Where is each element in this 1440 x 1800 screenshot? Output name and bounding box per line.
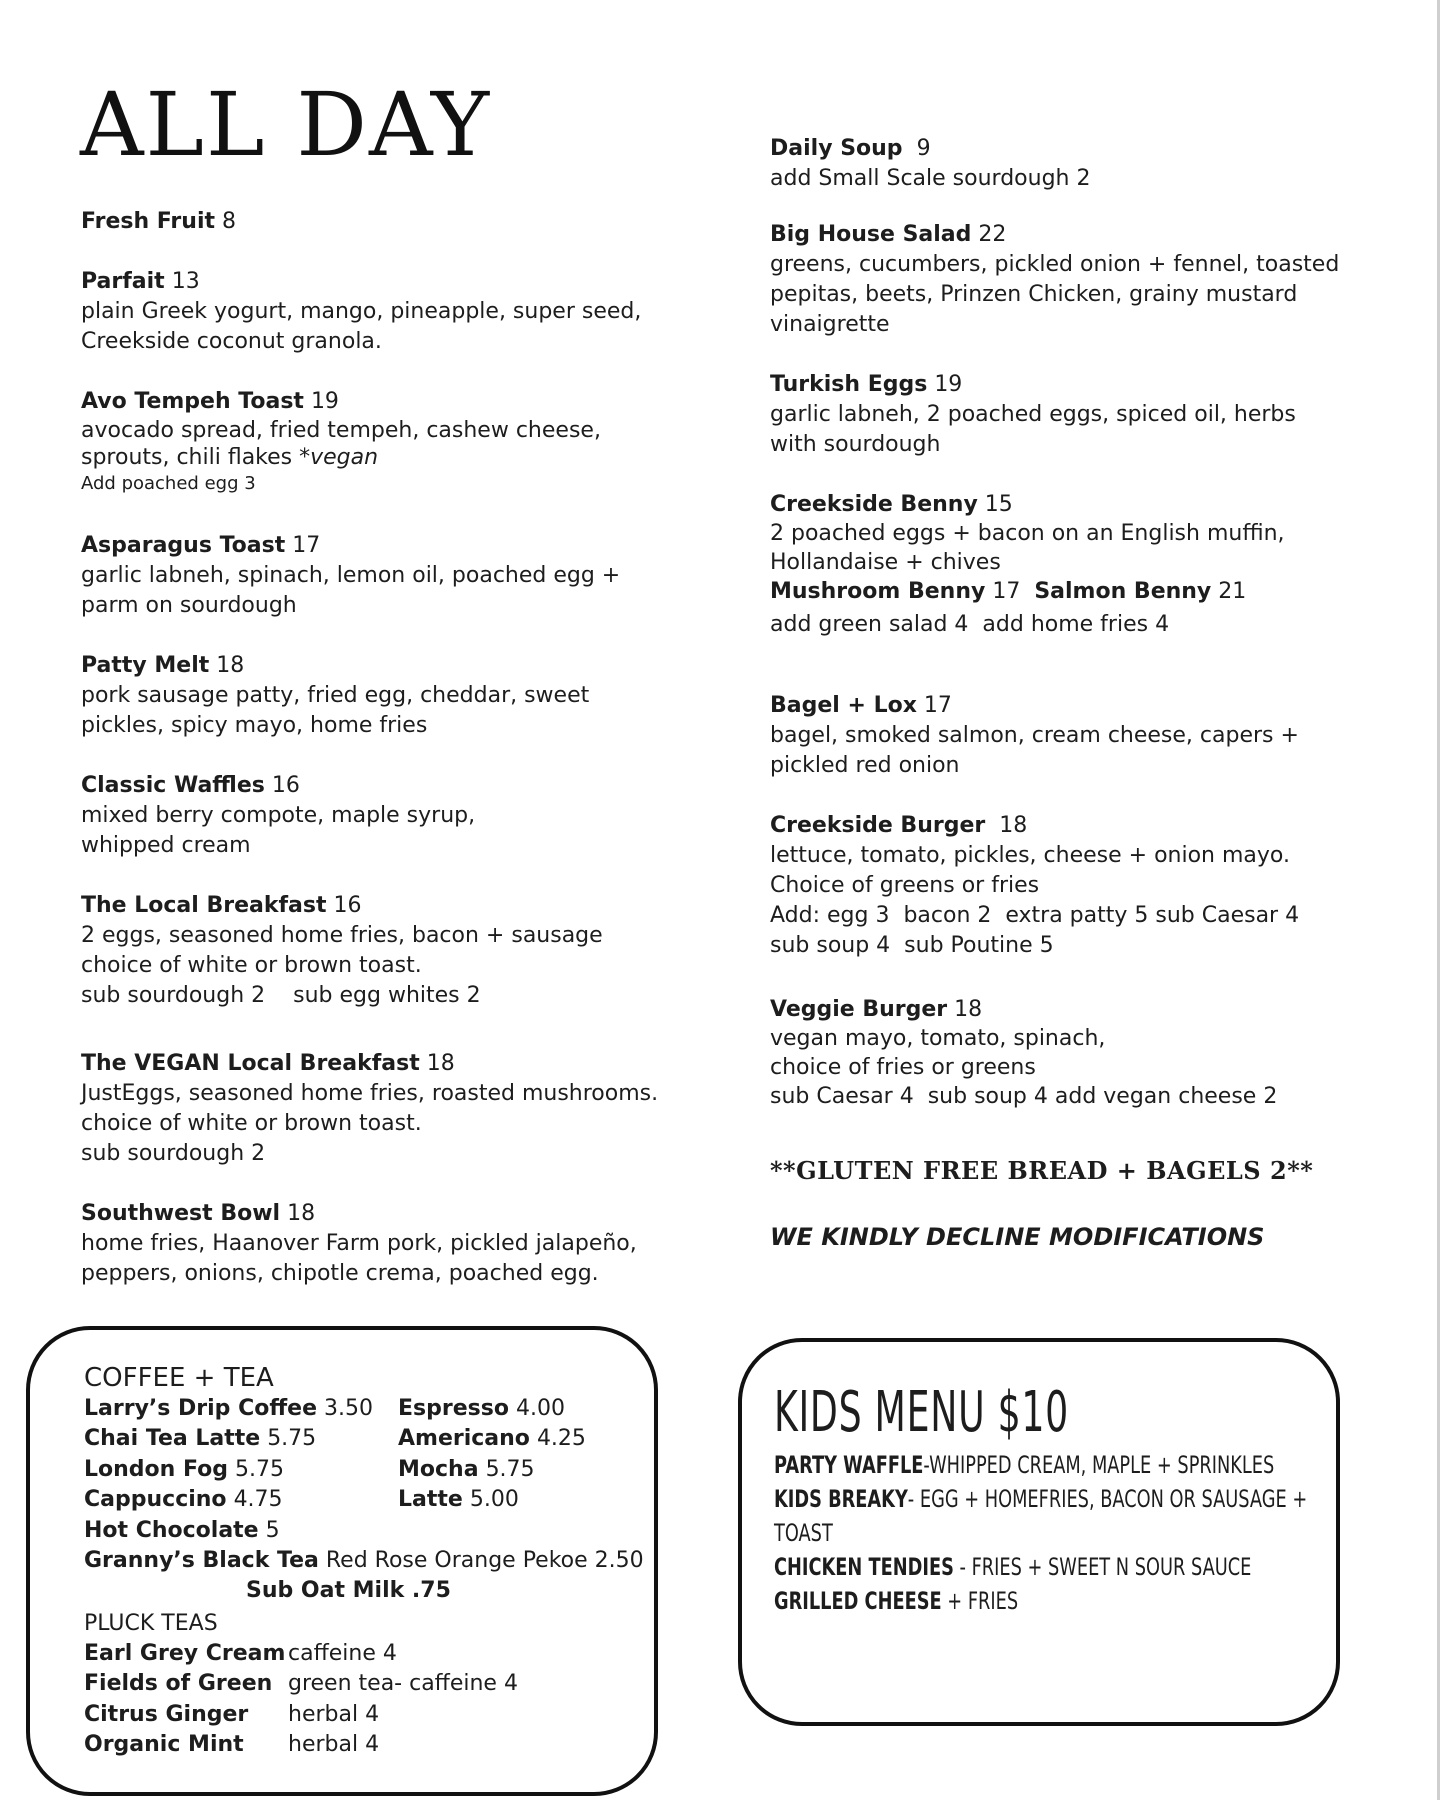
item-description: choice of white or brown toast. [81, 953, 422, 978]
drink-price: 4.00 [515, 1396, 565, 1421]
item-name: Creekside Benny [770, 492, 978, 517]
item-note: Add poached egg 3 [81, 473, 256, 494]
item-description: choice of white or brown toast. [81, 1111, 422, 1136]
menu-item [770, 811, 1370, 961]
item-description: sub sourdough 2 sub egg whites 2 [81, 983, 481, 1008]
kids-item-name: PARTY WAFFLE [774, 1451, 924, 1479]
item-name: Bagel + Lox [770, 693, 917, 718]
item-description: bagel, smoked salmon, cream cheese, capers + [770, 723, 1299, 748]
item-description: whipped cream [81, 833, 251, 858]
tea-description: green tea- caffeine 4 [288, 1671, 518, 1697]
item-description: sub Caesar 4 sub soup 4 add vegan cheese 2 [770, 1084, 1278, 1109]
item-name: Veggie Burger [770, 997, 948, 1022]
item-name: Daily Soup [770, 136, 903, 161]
drink-price: 4.75 [233, 1487, 283, 1513]
drink-name: Hot Chocolate [84, 1517, 259, 1543]
item-description: 2 poached eggs + bacon on an English muffin, [770, 521, 1285, 546]
menu-item [770, 134, 1370, 194]
kids-item [774, 1482, 1308, 1516]
item-price: 19 [934, 372, 963, 397]
oat-milk-option: Sub Oat Milk .75 [246, 1578, 451, 1604]
item-name: The VEGAN Local Breakfast [81, 1051, 420, 1076]
menu-item [81, 387, 681, 497]
menu-item [81, 267, 681, 357]
menu-item [81, 1049, 681, 1169]
kids-item-name: GRILLED CHEESE [774, 1587, 942, 1615]
pluck-teas-heading: PLUCK TEAS [84, 1610, 218, 1636]
left-menu-column [81, 207, 681, 1289]
item-price: 19 [310, 389, 339, 414]
item-description: avocado spread, fried tempeh, cashew cheese, [81, 418, 601, 443]
item-name: Salmon Benny [1034, 579, 1212, 604]
tea-row [84, 1700, 644, 1730]
tea-row [84, 1639, 644, 1669]
kids-item-description: - FRIES + SWEET N SOUR SAUCE [953, 1553, 1252, 1581]
item-price: 17 [923, 693, 952, 718]
item-description: garlic labneh, 2 poached eggs, spiced oil, herbs [770, 402, 1296, 427]
drink-name: Larry’s Drip Coffee [84, 1396, 317, 1421]
item-price: 16 [333, 893, 362, 918]
item-price: 15 [984, 492, 1013, 517]
item-description: garlic labneh, spinach, lemon oil, poached egg + [81, 563, 621, 588]
item-description: plain Greek yogurt, mango, pineapple, super seed, [81, 299, 642, 324]
menu-item [770, 995, 1370, 1111]
drink-name: Granny’s Black Tea [84, 1548, 319, 1574]
kids-item-name: CHICKEN TENDIES [774, 1553, 954, 1581]
item-addons: add green salad 4 add home fries 4 [770, 612, 1170, 637]
right-menu-column [770, 134, 1370, 1253]
coffee-tea-list [84, 1362, 644, 1760]
item-description: sub soup 4 sub Poutine 5 [770, 933, 1054, 958]
item-description: Creekside coconut granola. [81, 329, 382, 354]
coffee-tea-heading: COFFEE + TEA [84, 1363, 274, 1393]
drink-name: Americano [398, 1426, 530, 1452]
item-description-line [81, 444, 681, 471]
drink-name: Cappuccino [84, 1487, 227, 1513]
item-name: The Local Breakfast [81, 893, 327, 918]
tea-name: Organic Mint [84, 1732, 244, 1758]
item-description: sprouts, chili flakes [81, 445, 300, 470]
drink-row [84, 1424, 644, 1454]
drink-name: Espresso [398, 1396, 509, 1421]
drink-name: Latte [398, 1487, 463, 1513]
item-description: sub sourdough 2 [81, 1141, 266, 1166]
item-name: Mushroom Benny [770, 579, 986, 604]
item-price: 17 [292, 533, 321, 558]
gluten-free-notice: **GLUTEN FREE BREAD + BAGELS 2** [770, 1156, 1314, 1185]
modification-notice: WE KINDLY DECLINE MODIFICATIONS [770, 1223, 1265, 1251]
kids-item-description: - EGG + HOMEFRIES, BACON OR SAUSAGE + [907, 1485, 1308, 1513]
menu-item [81, 891, 681, 1011]
kids-item [774, 1584, 1174, 1618]
item-description: Choice of greens or fries [770, 873, 1040, 898]
kids-menu-box [738, 1338, 1340, 1726]
item-price: 22 [978, 222, 1007, 247]
kids-item [774, 1448, 1275, 1482]
kids-item [774, 1516, 1174, 1550]
item-price: 18 [216, 653, 245, 678]
item-description: mixed berry compote, maple syrup, [81, 803, 476, 828]
drink-row [84, 1394, 644, 1424]
coffee-tea-box [26, 1326, 658, 1796]
item-name: Asparagus Toast [81, 533, 286, 558]
item-name: Parfait [81, 269, 165, 294]
kids-item-description: -WHIPPED CREAM, MAPLE + SPRINKLES [923, 1451, 1275, 1479]
item-name: Turkish Eggs [770, 372, 928, 397]
kids-item-description: + FRIES [941, 1587, 1019, 1615]
menu-item [81, 651, 681, 741]
drink-price: 5.75 [267, 1426, 317, 1452]
item-description: pork sausage patty, fried egg, cheddar, sweet [81, 683, 590, 708]
drink-price: 3.50 [324, 1396, 373, 1421]
item-price: 16 [271, 773, 300, 798]
tea-description: herbal 4 [288, 1701, 380, 1727]
item-price: 18 [999, 813, 1028, 838]
drink-price: 5.00 [469, 1487, 519, 1513]
item-name: Southwest Bowl [81, 1201, 281, 1226]
drink-row [84, 1455, 644, 1485]
menu-item [770, 370, 1370, 460]
kids-menu-list [774, 1378, 1314, 1618]
benny-variants [770, 577, 1370, 606]
menu-item [770, 220, 1370, 340]
drink-price: 5.75 [485, 1456, 535, 1482]
drink-row [84, 1546, 644, 1576]
drink-price: 5.75 [234, 1456, 284, 1482]
item-description: lettuce, tomato, pickles, cheese + onion mayo. [770, 843, 1290, 868]
drink-price: 5 [265, 1517, 280, 1543]
drink-name: Mocha [398, 1456, 479, 1482]
item-name: Fresh Fruit [81, 209, 215, 234]
tea-row [84, 1730, 644, 1760]
kids-item-name: KIDS BREAKY [774, 1485, 908, 1513]
kids-item-description: TOAST [774, 1519, 833, 1547]
tea-row [84, 1669, 644, 1699]
drink-price: 4.25 [536, 1426, 586, 1452]
item-description: parm on sourdough [81, 593, 297, 618]
item-description: peppers, onions, chipotle crema, poached egg. [81, 1261, 599, 1286]
menu-item [81, 771, 681, 861]
item-description: pickled red onion [770, 753, 960, 778]
item-description: Hollandaise + chives [770, 550, 1001, 575]
item-description: vinaigrette [770, 312, 890, 337]
item-price: 13 [171, 269, 200, 294]
item-price: 18 [954, 997, 983, 1022]
item-description: home fries, Haanover Farm pork, pickled jalapeño, [81, 1231, 637, 1256]
menu-item [81, 1199, 681, 1289]
tea-description: herbal 4 [288, 1732, 380, 1758]
item-price: 21 [1218, 579, 1247, 604]
item-price: 8 [222, 209, 236, 234]
menu-item [770, 691, 1370, 781]
item-description: greens, cucumbers, pickled onion + fennel, toasted [770, 252, 1340, 277]
item-name: Big House Salad [770, 222, 972, 247]
item-name: Avo Tempeh Toast [81, 389, 304, 414]
kids-item [774, 1550, 1252, 1584]
item-description: 2 eggs, seasoned home fries, bacon + sausage [81, 923, 603, 948]
item-name: Patty Melt [81, 653, 210, 678]
tea-name: Earl Grey Cream [84, 1640, 286, 1666]
drink-description: Red Rose Orange Pekoe 2.50 [325, 1548, 644, 1574]
item-price: 9 [916, 136, 931, 161]
item-price: 18 [287, 1201, 316, 1226]
page-title: ALL DAY [80, 73, 492, 176]
drink-row [84, 1516, 644, 1546]
vegan-tag: *vegan [299, 445, 379, 470]
item-description: add Small Scale sourdough 2 [770, 166, 1091, 191]
item-description: pepitas, beets, Prinzen Chicken, grainy mustard [770, 282, 1298, 307]
item-name: Creekside Burger [770, 813, 986, 838]
item-description: with sourdough [770, 432, 941, 457]
item-price: 17 [992, 579, 1021, 604]
item-description: vegan mayo, tomato, spinach, [770, 1026, 1106, 1051]
kids-menu-title: KIDS MENU $10 [774, 1380, 1069, 1445]
menu-item [770, 490, 1370, 639]
tea-name: Fields of Green [84, 1671, 273, 1697]
drink-name: London Fog [84, 1456, 228, 1482]
drink-row [84, 1485, 644, 1515]
tea-name: Citrus Ginger [84, 1701, 249, 1727]
item-description: Add: egg 3 bacon 2 extra patty 5 sub Caesar 4 [770, 903, 1300, 928]
menu-item [81, 207, 681, 237]
tea-description: caffeine 4 [288, 1640, 397, 1666]
item-description: JustEggs, seasoned home fries, roasted mushrooms. [81, 1081, 659, 1106]
item-description: choice of fries or greens [770, 1055, 1036, 1080]
item-name: Classic Waffles [81, 773, 265, 798]
drink-name: Chai Tea Latte [84, 1426, 261, 1452]
item-price: 18 [426, 1051, 455, 1076]
menu-item [81, 531, 681, 621]
item-description: pickles, spicy mayo, home fries [81, 713, 428, 738]
